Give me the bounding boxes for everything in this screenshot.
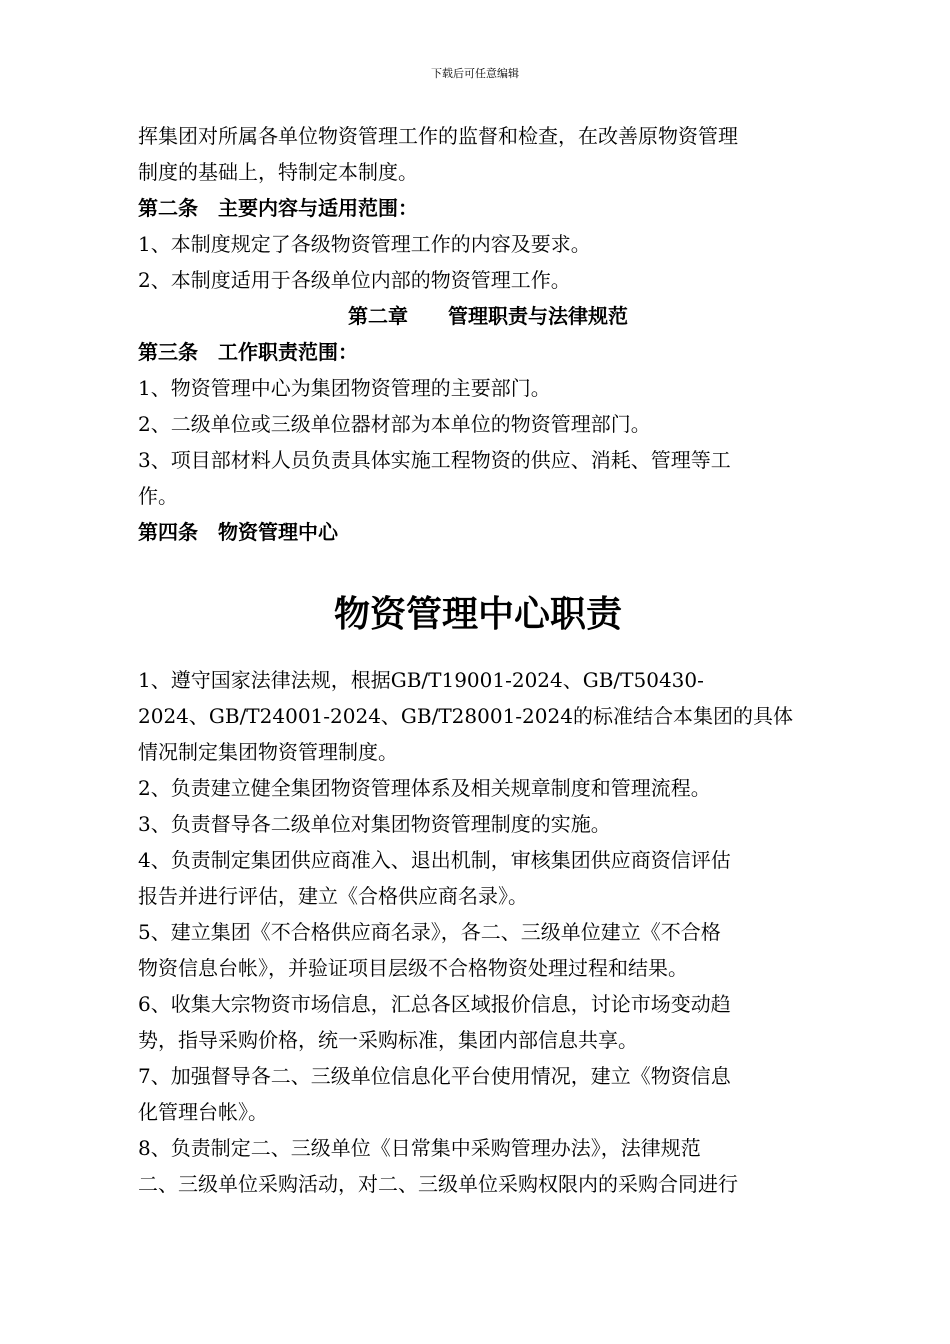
page-header-note: 下载后可任意编辑 xyxy=(431,67,519,80)
chapter-2-heading: 第二章 管理职责与法律规范 xyxy=(348,304,628,328)
duty-line: 化管理台帐》。 xyxy=(138,1100,268,1124)
duty-line: 6、收集大宗物资市场信息，汇总各区域报价信息，讨论市场变动趋 xyxy=(138,992,731,1016)
article-3-heading: 第三条 工作职责范围： xyxy=(138,340,358,364)
duty-line: 势，指导采购价格，统一采购标准，集团内部信息共享。 xyxy=(138,1028,638,1052)
article-3-item: 2、二级单位或三级单位器材部为本单位的物资管理部门。 xyxy=(138,412,651,436)
duty-line: 2、负责建立健全集团物资管理体系及相关规章制度和管理流程。 xyxy=(138,776,711,800)
article-3-item: 3、项目部材料人员负责具体实施工程物资的供应、消耗、管理等工 xyxy=(138,448,731,472)
duty-line: 7、加强督导各二、三级单位信息化平台使用情况，建立《物资信息 xyxy=(138,1064,731,1088)
duty-line: 物资信息台帐》，并验证项目层级不合格物资处理过程和结果。 xyxy=(138,956,688,980)
duty-line: 2024、GB/T24001-2024、GB/T28001-2024的标准结合本集团的具体 xyxy=(138,704,793,728)
duty-line: 1、遵守国家法律法规，根据GB/T19001-2024、GB/T50430- xyxy=(138,668,704,692)
duty-line: 情况制定集团物资管理制度。 xyxy=(138,740,398,764)
duty-line: 报告并进行评估，建立《合格供应商名录》。 xyxy=(138,884,528,908)
duty-line: 8、负责制定二、三级单位《日常集中采购管理办法》，法律规范 xyxy=(138,1136,701,1160)
intro-line: 挥集团对所属各单位物资管理工作的监督和检查，在改善原物资管理 xyxy=(138,124,738,148)
article-4-heading: 第四条 物资管理中心 xyxy=(138,520,338,544)
article-3-item: 作。 xyxy=(138,484,178,508)
article-3-item: 1、物资管理中心为集团物资管理的主要部门。 xyxy=(138,376,551,400)
document-body xyxy=(138,118,818,1202)
duty-line: 4、负责制定集团供应商准入、退出机制，审核集团供应商资信评估 xyxy=(138,848,731,872)
duty-line: 3、负责督导各二级单位对集团物资管理制度的实施。 xyxy=(138,812,611,836)
article-2-item: 2、本制度适用于各级单位内部的物资管理工作。 xyxy=(138,268,571,292)
duty-line: 二、三级单位采购活动，对二、三级单位采购权限内的采购合同进行 xyxy=(138,1172,738,1196)
intro-line: 制度的基础上，特制定本制度。 xyxy=(138,160,418,184)
article-2-heading: 第二条 主要内容与适用范围： xyxy=(138,196,418,220)
duty-line: 5、建立集团《不合格供应商名录》，各二、三级单位建立《不合格 xyxy=(138,920,721,944)
article-2-item: 1、本制度规定了各级物资管理工作的内容及要求。 xyxy=(138,232,591,256)
section-title: 物资管理中心职责 xyxy=(333,593,622,635)
